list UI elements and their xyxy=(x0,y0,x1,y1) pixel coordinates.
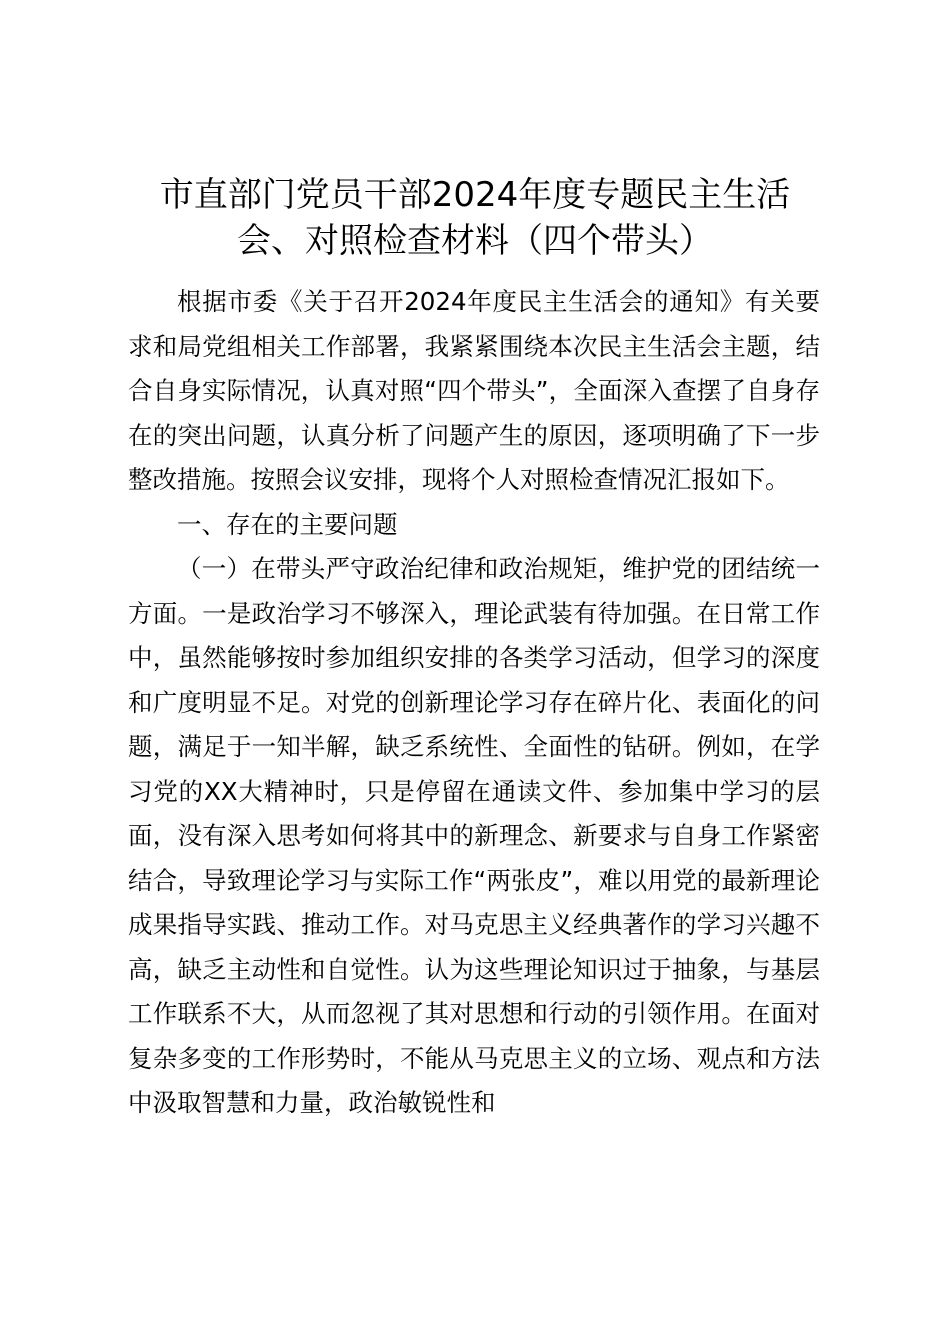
document-title: 市直部门党员干部2024年度专题民主生活会、对照检查材料（四个带头） xyxy=(159,175,791,261)
document-body xyxy=(128,280,820,1126)
section-1-paragraph: （一）在带头严守政治纪律和政治规矩，维护党的团结统一方面。一是政治学习不够深入，理论武装有待加强。在日常工作中，虽然能够按时参加组织安排的各类学习活动，但学习的深度和广度明显不足。对党的创新理论学习存在碎片化、表面化的问题，满足于一知半解，缺乏系统性、全面性的钻研。例如，在学习党的XX大精神时，只是停留在通读文件、参加集中学习的层面，没有深入思考如何将其中的新理念、新要求与自身工作紧密结合，导致理论学习与实际工作“两张皮”，难以用党的最新理论成果指导实践、推动工作。对马克思主义经典著作的学习兴趣不高，缺乏主动性和自觉性。认为这些理论知识过于抽象，与基层工作联系不大，从而忽视了其对思想和行动的引领作用。在面对复杂多变的工作形势时，不能从马克思主义的立场、观点和方法中汲取智慧和力量，政治敏锐性和 xyxy=(128,554,820,1117)
intro-paragraph: 根据市委《关于召开2024年度民主生活会的通知》有关要求和局党组相关工作部署，我紧紧围绕本次民主生活会主题，结合自身实际情况，认真对照“四个带头”，全面深入查摆了自身存在的突出问题，认真分析了问题产生的原因，逐项明确了下一步整改措施。按照会议安排，现将个人对照检查情况汇报如下。 xyxy=(128,287,820,494)
section-heading: 一、存在的主要问题 xyxy=(177,509,398,539)
